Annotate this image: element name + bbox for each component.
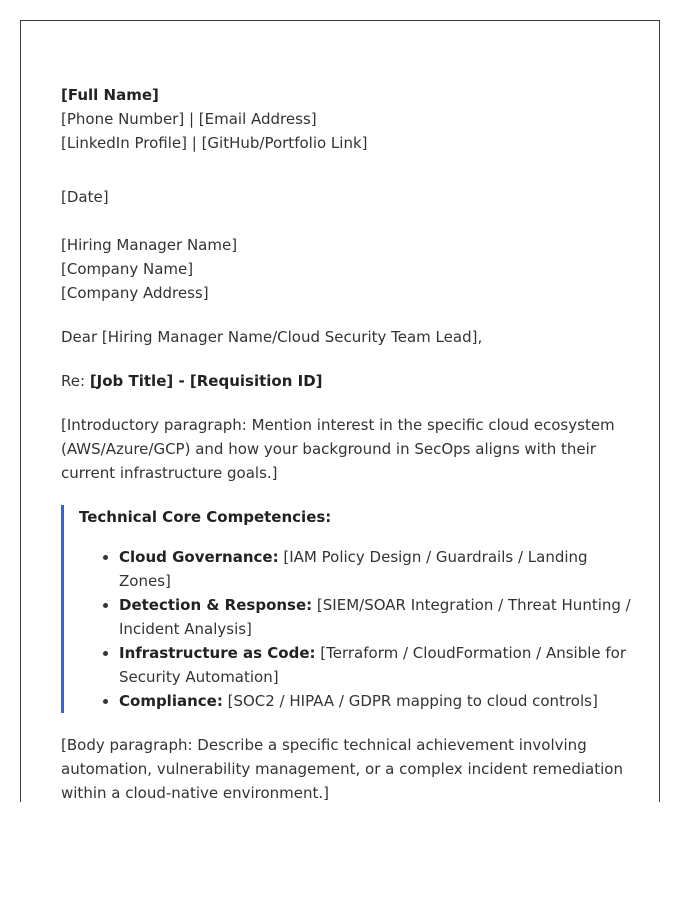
letter-date: [Date] <box>61 188 109 206</box>
competency-label: Compliance: <box>119 692 223 710</box>
letter-date-block <box>61 185 631 209</box>
competency-item <box>119 593 631 641</box>
competency-item <box>119 545 631 593</box>
competency-list <box>79 545 631 713</box>
salutation: Dear [Hiring Manager Name/Cloud Security Team Lead], <box>61 328 483 346</box>
competencies-title: Technical Core Competencies: <box>79 508 332 526</box>
competency-item <box>119 689 631 713</box>
sender-header <box>61 83 631 155</box>
recipient-block <box>61 233 631 305</box>
sender-contact-line: [Phone Number] | [Email Address] <box>61 110 317 128</box>
recipient-address: [Company Address] <box>61 284 209 302</box>
competency-detail: [IAM Policy Design / Guardrails / Landing Zones] <box>119 548 588 590</box>
body-paragraph: [Body paragraph: Describe a specific technical achievement involving automation, vulnerability management, or a complex incident remediation within a cloud-native environment.] <box>61 736 623 802</box>
competencies-callout <box>61 505 631 713</box>
competency-detail: [Terraform / CloudFormation / Ansible for Security Automation] <box>119 644 627 686</box>
sender-links-line: [LinkedIn Profile] | [GitHub/Portfolio Link] <box>61 134 368 152</box>
recipient-manager: [Hiring Manager Name] <box>61 236 238 254</box>
competency-label: Infrastructure as Code: <box>119 644 316 662</box>
letter-content <box>61 83 631 805</box>
regarding-line <box>61 369 631 393</box>
competency-label: Detection & Response: <box>119 596 313 614</box>
regarding-prefix: Re: <box>61 372 90 390</box>
competency-item <box>119 641 631 689</box>
recipient-company: [Company Name] <box>61 260 194 278</box>
intro-paragraph: [Introductory paragraph: Mention interest in the specific cloud ecosystem (AWS/Azure/GCP) and how your background in SecOps aligns with their current infrastructure goals.] <box>61 416 615 482</box>
letter-page <box>20 20 660 802</box>
competency-label: Cloud Governance: <box>119 548 279 566</box>
sender-full-name: [Full Name] <box>61 86 159 104</box>
regarding-subject: [Job Title] - [Requisition ID] <box>89 372 323 390</box>
competency-detail: [SIEM/SOAR Integration / Threat Hunting / Incident Analysis] <box>119 596 631 638</box>
competency-detail: [SOC2 / HIPAA / GDPR mapping to cloud controls] <box>222 692 598 710</box>
